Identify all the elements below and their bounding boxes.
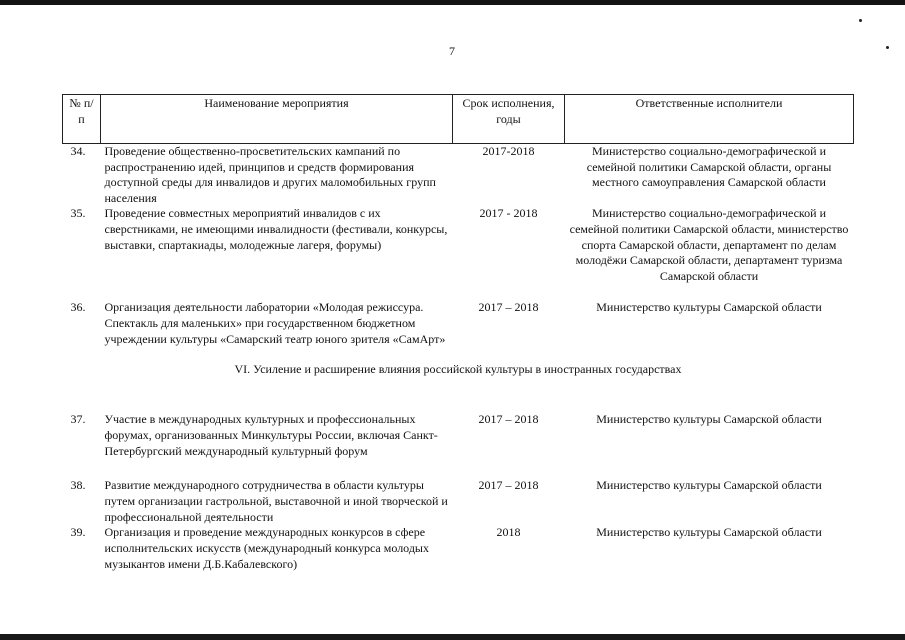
row-term: 2017 - 2018 — [479, 206, 538, 221]
row-name: Развитие международного сотрудничества в области культуры путем организации гастрольной, выставочной и иной творческой и профессиональной деятельности — [104, 478, 448, 524]
row-num: 36. — [70, 300, 86, 315]
scan-speck — [859, 19, 862, 22]
row-num: 35. — [70, 206, 86, 221]
table-header-row — [63, 95, 854, 144]
page-number: 7 — [449, 44, 455, 58]
row-term: 2017 – 2018 — [478, 300, 539, 315]
header-responsible: Ответственные исполнители — [565, 95, 854, 144]
scan-edge-bottom — [0, 634, 905, 640]
row-term: 2018 — [496, 525, 521, 540]
section-row — [63, 362, 854, 412]
row-responsible: Министерство социально-демографической и семейной политики Самарской области, министерство спорта Самарской области, департамент по делам молодёжи Самарской области, департамент туризма Самарской области — [569, 206, 849, 283]
table-row — [63, 144, 854, 207]
table-row — [63, 525, 854, 572]
row-name: Участие в международных культурных и профессиональных форумах, организованных Минкультуры России, включая Санкт-Петербургский международный культурный форум — [104, 412, 438, 458]
row-name: Проведение совместных мероприятий инвалидов с их сверстниками, не имеющими инвалидности (фестивали, конкурсы, выставки, спартакиады, молодежные лагеря, форумы) — [104, 206, 448, 252]
row-num: 34. — [70, 144, 86, 158]
table-row — [63, 412, 854, 478]
header-term: Срок исполнения, годы — [453, 95, 565, 144]
row-responsible: Министерство культуры Самарской области — [596, 478, 822, 493]
row-responsible: Министерство культуры Самарской области — [596, 300, 822, 315]
header-name: Наименование мероприятия — [101, 95, 453, 144]
row-term: 2017 – 2018 — [478, 478, 539, 493]
row-num: 37. — [70, 412, 86, 427]
section-title: VI. Усиление и расширение влияния российской культуры в иностранных государствах — [234, 362, 682, 377]
scan-speck — [886, 46, 889, 49]
table-row — [63, 300, 854, 362]
row-term: 2017-2018 — [482, 144, 535, 158]
row-num: 38. — [70, 478, 86, 493]
row-num: 39. — [70, 525, 86, 540]
table-row — [63, 206, 854, 300]
row-responsible: Министерство культуры Самарской области — [596, 525, 822, 540]
row-name: Организация и проведение международных конкурсов в сфере исполнительских искусств (международный конкурса молодых музыкантов имени Д.Б.Кабалевского) — [104, 525, 429, 571]
row-name: Организация деятельности лаборатории «Молодая режиссура. Спектакль для маленьких» при государственном бюджетном учреждении культуры «Самарский театр юного зрителя «СамАрт» — [104, 300, 446, 346]
table-row — [63, 478, 854, 525]
row-responsible: Министерство социально-демографической и семейной политики Самарской области, органы местного самоуправления Самарской области — [586, 144, 832, 190]
row-responsible: Министерство культуры Самарской области — [596, 412, 822, 427]
measures-table — [62, 94, 854, 572]
scan-edge-top — [0, 0, 905, 5]
row-name: Проведение общественно-просветительских кампаний по распространению идей, принципов и средств формирования доступной среды для инвалидов и других маломобильных групп населения — [104, 144, 436, 205]
row-term: 2017 – 2018 — [478, 412, 539, 427]
header-num: № п/п — [63, 95, 101, 144]
